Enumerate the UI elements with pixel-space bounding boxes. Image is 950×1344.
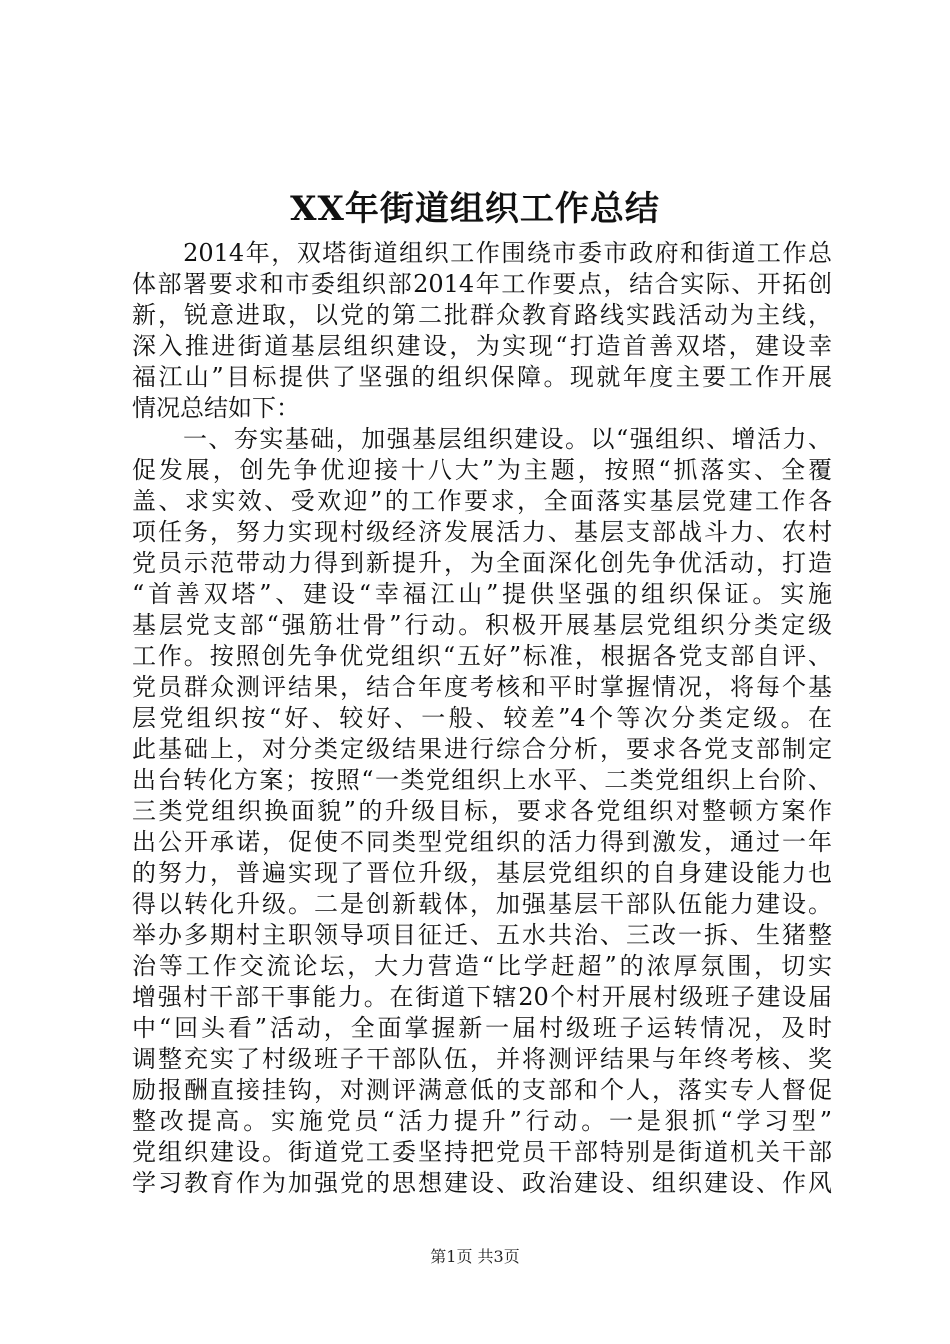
body-line: 出公开承诺，促使不同类型党组织的活力得到激发，通过一年	[132, 828, 832, 856]
body-line: 此基础上，对分类定级结果进行综合分析，要求各党支部制定	[132, 735, 832, 763]
body-line: 党员示范带动力得到新提升，为全面深化创先争优活动，打造	[132, 549, 832, 577]
body-line: 盖、求实效、受欢迎”的工作要求，全面落实基层党建工作各	[132, 487, 832, 515]
body-line: 体部署要求和市委组织部2014年工作要点，结合实际、开拓创	[132, 270, 832, 298]
body-line: 三类党组织换面貌”的升级目标，要求各党组织对整顿方案作	[132, 797, 832, 825]
body-line: 治等工作交流论坛，大力营造“比学赶超”的浓厚氛围，切实	[132, 952, 832, 980]
document-title: XX年街道组织工作总结	[290, 189, 660, 229]
body-line: 党组织建设。街道党工委坚持把党员干部特别是街道机关干部	[132, 1138, 832, 1166]
page-number-footer: 第1页 共3页	[430, 1247, 520, 1266]
body-line: 调整充实了村级班子干部队伍，并将测评结果与年终考核、奖	[132, 1045, 832, 1073]
body-line: 整改提高。实施党员“活力提升”行动。一是狠抓“学习型”	[132, 1107, 832, 1135]
body-line: 举办多期村主职领导项目征迁、五水共治、三改一拆、生猪整	[132, 921, 832, 949]
body-line: 一、夯实基础，加强基层组织建设。以“强组织、增活力、	[132, 425, 832, 453]
body-line: 福江山”目标提供了坚强的组织保障。现就年度主要工作开展	[132, 363, 832, 391]
body-line: 促发展，创先争优迎接十八大”为主题，按照“抓落实、全覆	[132, 456, 832, 484]
body-line: 出台转化方案；按照“一类党组织上水平、二类党组织上台阶、	[132, 766, 832, 794]
body-line: 深入推进街道基层组织建设，为实现“打造首善双塔，建设幸	[132, 332, 832, 360]
body-line: 的努力，普遍实现了晋位升级，基层党组织的自身建设能力也	[132, 859, 832, 887]
body-line: 基层党支部“强筋壮骨”行动。积极开展基层党组织分类定级	[132, 611, 832, 639]
body-line: 2014年，双塔街道组织工作围绕市委市政府和街道工作总	[132, 239, 832, 267]
body-line: 学习教育作为加强党的思想建设、政治建设、组织建设、作风	[132, 1169, 832, 1197]
body-line: 项任务，努力实现村级经济发展活力、基层支部战斗力、农村	[132, 518, 832, 546]
body-line: 党员群众测评结果，结合年度考核和平时掌握情况，将每个基	[132, 673, 832, 701]
body-line: 工作。按照创先争优党组织“五好”标准，根据各党支部自评、	[132, 642, 832, 670]
body-line: 层党组织按“好、较好、一般、较差”4个等次分类定级。在	[132, 704, 832, 732]
body-line: “首善双塔”、建设“幸福江山”提供坚强的组织保证。实施	[132, 580, 832, 608]
body-line: 增强村干部干事能力。在街道下辖20个村开展村级班子建设届	[132, 983, 832, 1011]
body-line: 励报酬直接挂钩，对测评满意低的支部和个人，落实专人督促	[132, 1076, 832, 1104]
body-line: 得以转化升级。二是创新载体，加强基层干部队伍能力建设。	[132, 890, 832, 918]
body-line: 中“回头看”活动，全面掌握新一届村级班子运转情况，及时	[132, 1014, 832, 1042]
body-line: 情况总结如下：	[132, 394, 300, 422]
body-line: 新，锐意进取，以党的第二批群众教育路线实践活动为主线，	[132, 301, 832, 329]
document-body	[132, 238, 832, 1199]
